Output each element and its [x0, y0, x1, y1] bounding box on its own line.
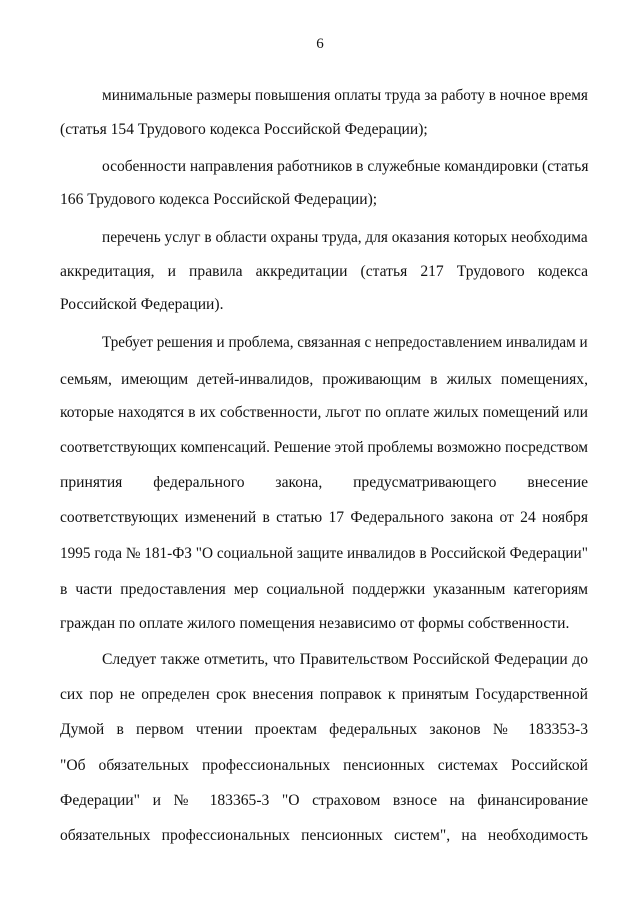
text-line: особенности направления работников в служебные командировки (статья	[102, 158, 589, 175]
text-line: Российской Федерации).	[60, 296, 224, 313]
text-line: соответствующих компенсаций. Решение этой проблемы возможно посредством	[60, 439, 588, 456]
text-line: 166 Трудового кодекса Российской Федерации);	[60, 191, 378, 208]
text-line: Требует решения и проблема, связанная с непредоставлением инвалидам и	[102, 334, 588, 351]
page-number: 6	[316, 36, 324, 52]
text-line: соответствующих изменений в статью 17 Федерального закона от 24 ноября	[60, 509, 588, 526]
text-line: перечень услуг в области охраны труда, для оказания которых необходима	[102, 229, 588, 246]
text-line: семьям, имеющим детей-инвалидов, проживающим в жилых помещениях,	[60, 371, 588, 388]
text-line: обязательных профессиональных пенсионных систем", на необходимость	[60, 827, 588, 844]
text-line: 1995 года № 181-ФЗ "О социальной защите инвалидов в Российской Федерации"	[60, 545, 588, 562]
text-line: Следует также отметить, что Правительством Российской Федерации до	[102, 651, 588, 668]
text-line: граждан по оплате жилого помещения независимо от формы собственности.	[60, 615, 570, 632]
text-line: "Об обязательных профессиональных пенсионных системах Российской	[60, 757, 588, 774]
text-line: в части предоставления мер социальной поддержки указанным категориям	[60, 581, 588, 598]
text-line: сих пор не определен срок внесения поправок к принятым Государственной	[60, 686, 588, 703]
text-line: принятия федерального закона, предусматривающего внесение	[60, 474, 588, 491]
text-line: (статья 154 Трудового кодекса Российской Федерации);	[60, 121, 428, 138]
text-line: Думой в первом чтении проектам федеральных законов № 183353-3	[60, 721, 588, 738]
text-line: аккредитация, и правила аккредитации (статья 217 Трудового кодекса	[60, 263, 588, 280]
text-line: которые находятся в их собственности, льгот по оплате жилых помещений или	[60, 404, 588, 421]
text-line: Федерации" и № 183365-3 "О страховом взносе на финансирование	[60, 792, 588, 809]
text-line: минимальные размеры повышения оплаты труда за работу в ночное время	[102, 87, 588, 104]
